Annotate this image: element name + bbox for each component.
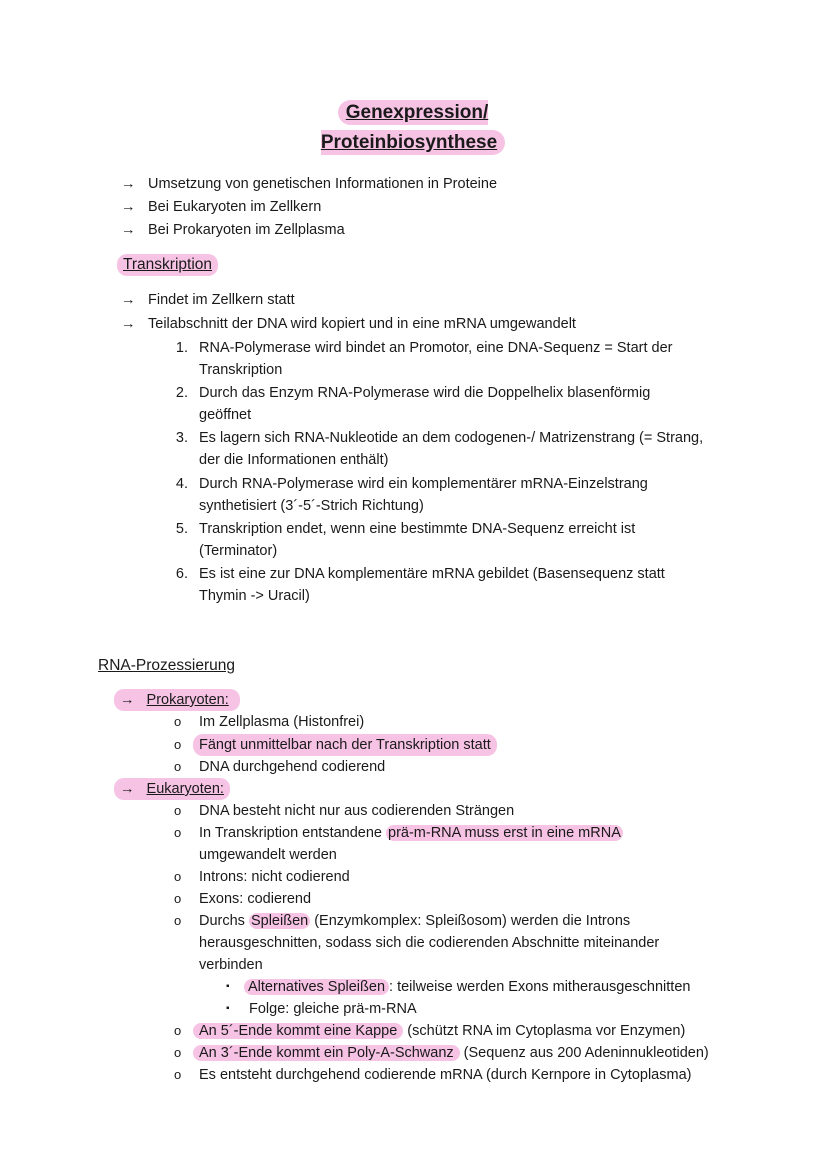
step-number: 5. [175,521,188,537]
eukaryoten-item [199,910,630,932]
step-text: RNA-Polymerase wird bindet an Promotor, eine DNA-Sequenz = Start der [199,340,673,356]
text-highlight: prä-m-RNA muss erst in eine mRNA [388,825,621,841]
step-number: 4. [175,476,188,492]
sub-item [244,976,690,998]
eukaryoten-item [199,822,623,844]
arrow-icon: → [120,692,135,708]
arrow-icon: → [121,199,136,215]
square-bullet-icon: ▪ [226,1003,230,1014]
circle-bullet-icon: o [174,803,182,818]
eukaryoten-item: Exons: codierend [199,891,312,907]
eukaryoten-item-cont: verbinden [199,957,263,973]
eukaryoten-item [193,1020,685,1042]
text-run: (Enzymkomplex: Spleißosom) werden die Introns [310,913,631,929]
eukaryoten-item: Introns: nicht codierend [199,869,350,885]
sub-item: Folge: gleiche prä-m-RNA [249,1001,417,1017]
step-text-cont: (Terminator) [199,543,278,559]
text-run: Durchs [199,913,249,929]
step-number: 1. [175,340,188,356]
page-title [243,98,583,153]
step-text: Durch das Enzym RNA-Polymerase wird die Doppelhelix blasenförmig [199,385,651,401]
circle-bullet-icon: o [174,714,182,729]
step-text: Durch RNA-Polymerase wird ein komplementärer mRNA-Einzelstrang [199,476,648,492]
section-heading-transkription: Transkription [117,254,218,276]
arrow-icon: → [121,176,136,192]
circle-bullet-icon: o [174,1045,182,1060]
step-number: 6. [175,566,188,582]
transcription-point: Findet im Zellkern statt [148,292,295,308]
step-text: Es lagern sich RNA-Nukleotide an dem codogenen-/ Matrizenstrang (= Strang, [199,430,704,446]
prokaryoten-label: Prokaryoten: [146,692,229,708]
text-highlight: An 3´-Ende kommt ein Poly-A-Schwanz [193,1045,460,1061]
eukaryoten-item-cont: umgewandelt werden [199,847,337,863]
eukaryoten-item: Es entsteht durchgehend codierende mRNA (durch Kernpore in Cytoplasma) [199,1067,692,1083]
text-run: In Transkription entstandene [199,825,387,841]
arrow-icon: → [120,781,135,797]
step-text-cont: synthetisiert (3´-5´-Strich Richtung) [199,498,424,514]
arrow-icon: → [121,222,136,238]
circle-bullet-icon: o [174,1067,182,1082]
step-text-cont: geöffnet [199,407,252,423]
arrow-icon: → [121,292,136,308]
eukaryoten-item [193,1042,709,1064]
eukaryoten-item-cont: herausgeschnitten, sodass sich die codierenden Abschnitte miteinander [199,935,660,951]
step-number: 3. [175,430,188,446]
step-text: Transkription endet, wenn eine bestimmte DNA-Sequenz erreicht ist [199,521,636,537]
step-text: Es ist eine zur DNA komplementäre mRNA gebildet (Basensequenz statt [199,566,665,582]
prokaryoten-highlight [114,689,240,711]
transcription-point: Teilabschnitt der DNA wird kopiert und in eine mRNA umgewandelt [148,316,576,332]
step-text-cont: der die Informationen enthält) [199,452,389,468]
text-run: : teilweise werden Exons mitherausgeschnitten [389,979,691,995]
eukaryoten-item: DNA besteht nicht nur aus codierenden Strängen [199,803,515,819]
step-number: 2. [175,385,188,401]
circle-bullet-icon: o [174,891,182,906]
circle-bullet-icon: o [174,913,182,928]
intro-item: Umsetzung von genetischen Informationen in Proteine [148,176,498,192]
text-highlight: Alternatives Spleißen [244,979,389,995]
square-bullet-icon: ▪ [226,981,230,992]
step-text-cont: Transkription [199,362,283,378]
prokaryoten-item-highlight: Fängt unmittelbar nach der Transkription statt [193,734,497,756]
step-text-cont: Thymin -> Uracil) [199,588,310,604]
text-highlight: An 5´-Ende kommt eine Kappe [193,1023,403,1039]
text-run: (schützt RNA im Cytoplasma vor Enzymen) [403,1023,686,1039]
circle-bullet-icon: o [174,825,182,840]
circle-bullet-icon: o [174,737,182,752]
prokaryoten-item: DNA durchgehend codierend [199,759,386,775]
eukaryoten-label: Eukaryoten: [146,781,224,797]
circle-bullet-icon: o [174,869,182,884]
intro-item: Bei Prokaryoten im Zellplasma [148,222,345,238]
circle-bullet-icon: o [174,1023,182,1038]
circle-bullet-icon: o [174,759,182,774]
title-highlight: Genexpression/ Proteinbiosynthese [321,100,505,155]
eukaryoten-highlight [114,778,230,800]
prokaryoten-item: Im Zellplasma (Histonfrei) [199,714,365,730]
text-highlight: Spleißen [250,913,309,929]
section-heading-rna-prozessierung: RNA-Prozessierung [98,657,235,674]
arrow-icon: → [121,316,136,332]
intro-item: Bei Eukaryoten im Zellkern [148,199,322,215]
text-run: (Sequenz aus 200 Adeninnukleotiden) [459,1045,709,1061]
